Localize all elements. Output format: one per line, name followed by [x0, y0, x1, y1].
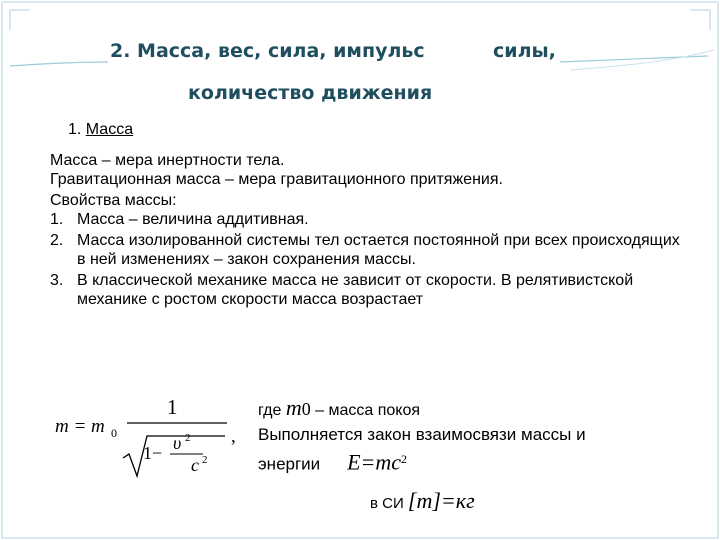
section-title: Масса	[85, 121, 134, 138]
si-unit-expression: [m]=кг	[407, 488, 475, 513]
title-line-2: количество движения	[188, 82, 433, 104]
formula-lhs: m = m	[55, 416, 105, 437]
list-item-text: Масса – величина аддитивная.	[77, 211, 309, 228]
title-line-1-end: силы,	[493, 40, 556, 62]
list-item-text: В классической механике масса не зависит от скорости. В релятивистской механике с ростом скорости масса возрастает	[77, 272, 634, 308]
formula-v-exp: 2	[185, 432, 191, 444]
formula-c-exp: 2	[202, 454, 208, 466]
formula-c: c	[191, 455, 199, 475]
properties-title: Свойства массы:	[50, 192, 177, 209]
mass-energy-equation: E=mc	[347, 449, 402, 475]
list-item	[50, 231, 690, 269]
equation-exponent: 2	[401, 452, 408, 466]
formula-v: υ	[173, 433, 182, 453]
list-item-number: 2.	[50, 232, 64, 249]
section-number: 1.	[68, 121, 82, 138]
title-line-1: 2. Масса, вес, сила, импульс	[110, 40, 425, 62]
law-line: Выполняется закон взаимосвязи массы и	[258, 425, 586, 444]
formula-comma: ,	[231, 426, 236, 447]
formula-lhs-sub: 0	[111, 426, 117, 440]
list-item	[50, 271, 690, 309]
rest-mass-label: – масса покоя	[315, 402, 421, 419]
formula-one-minus: 1−	[143, 443, 163, 463]
list-item	[50, 210, 690, 229]
list-item-number: 3.	[50, 272, 64, 289]
where-label: где	[258, 402, 282, 419]
m0-subscript: 0	[301, 399, 311, 419]
energy-line	[258, 447, 678, 477]
rest-mass-line	[258, 396, 678, 423]
formula-note	[258, 396, 678, 477]
m0-symbol: m	[285, 395, 302, 420]
si-unit	[370, 488, 475, 514]
definition-mass: Масса – мера инертности тела.	[50, 152, 285, 169]
energy-label: энергии	[258, 454, 321, 474]
list-item-number: 1.	[50, 211, 64, 228]
list-item-text: Масса изолированной системы тел остается постоянной при всех происходящих в ней изменениях – закон сохранения массы.	[77, 232, 680, 268]
body-text	[50, 151, 690, 309]
relativistic-mass-formula	[55, 392, 255, 487]
definition-grav-mass: Гравитационная масса – мера гравитационного притяжения.	[50, 171, 503, 188]
formula-numerator: 1	[167, 395, 178, 419]
section-heading	[68, 121, 133, 139]
si-prefix: в СИ	[370, 495, 404, 512]
